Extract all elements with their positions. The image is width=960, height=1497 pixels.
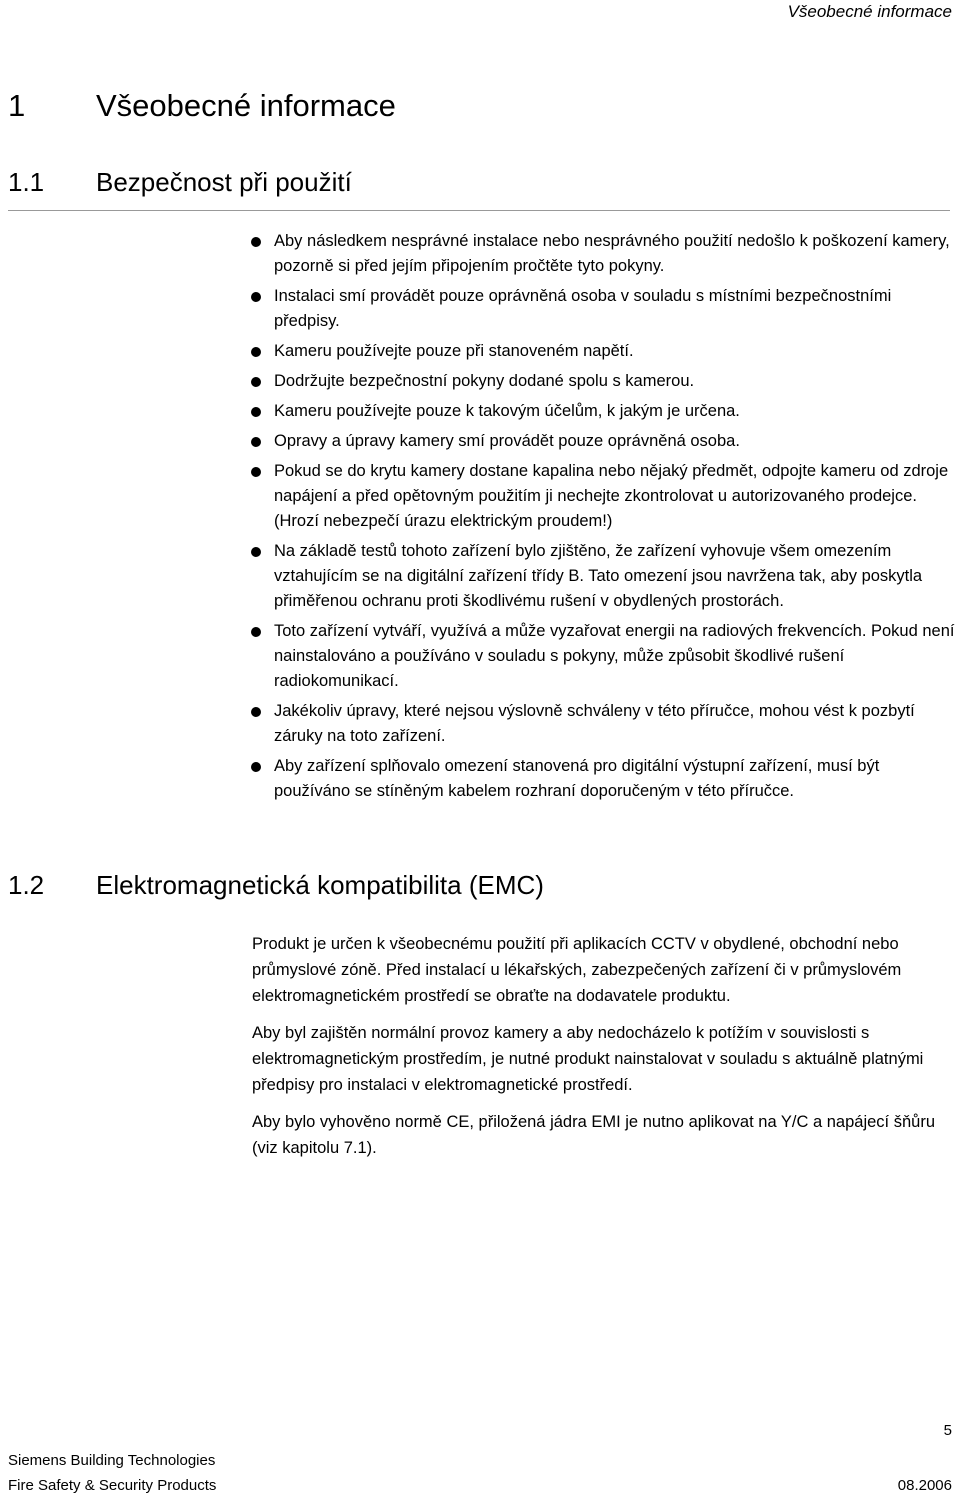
safety-item-text: Kameru používejte pouze k takovým účelům, k jakým je určena.: [274, 402, 740, 420]
section-heading-emc: [8, 870, 544, 901]
safety-item-text: Opravy a úpravy kamery smí provádět pouze oprávněná osoba.: [274, 432, 740, 450]
safety-item-text: Aby následkem nesprávné instalace nebo nesprávného použití nedošlo k poškození kamery, pozorně si před jejím připojením pročtěte tyto pokyny.: [274, 232, 950, 275]
chapter-title: Všeobecné informace: [96, 88, 396, 123]
bullet-icon: [251, 627, 261, 637]
section-number-safety: 1.1: [8, 167, 45, 197]
bullet-icon: [251, 237, 261, 247]
section-divider: [8, 210, 950, 211]
safety-item-text: Aby zařízení splňovalo omezení stanovená pro digitální výstupní zařízení, musí být používáno se stíněným kabelem rozhraní doporučeným v této příručce.: [274, 757, 880, 800]
footer-company: Siemens Building Technologies: [8, 1452, 216, 1469]
chapter-heading: [8, 88, 396, 124]
page-number: 5: [943, 1422, 952, 1439]
safety-item: [250, 399, 955, 424]
emc-paragraph: Aby byl zajištěn normální provoz kamery a aby nedocházelo k potížím v souvislosti s elektromagnetickým prostředím, je nutné produkt nainstalovat v souladu s aktuálně platnými předpisy pro instalaci v elektromagnetické prostředí.: [252, 1024, 924, 1094]
safety-item-text: Kameru používejte pouze při stanoveném napětí.: [274, 342, 634, 360]
bullet-icon: [251, 292, 261, 302]
bullet-icon: [251, 762, 261, 772]
chapter-number: 1: [8, 88, 26, 123]
safety-item: [250, 619, 955, 694]
emc-body: [252, 931, 954, 1172]
safety-item: [250, 369, 955, 394]
safety-item-text: Jakékoliv úpravy, které nejsou výslovně schváleny v této příručce, mohou vést k pozbytí záruky na toto zařízení.: [274, 702, 915, 745]
section-title-emc: Elektromagnetická kompatibilita (EMC): [96, 870, 544, 900]
running-header: Všeobecné informace: [787, 2, 952, 21]
safety-item: [250, 429, 955, 454]
section-number-emc: 1.2: [8, 870, 45, 900]
safety-item: [250, 754, 955, 804]
emc-paragraph: Produkt je určen k všeobecnému použití při aplikacích CCTV v obydlené, obchodní nebo průmyslové zóně. Před instalací u lékařských, zabezpečených zařízení či v průmyslovém elektromagnetickém prostředí se obraťte na dodavatele produktu.: [252, 935, 902, 1005]
bullet-icon: [251, 347, 261, 357]
safety-item: [250, 339, 955, 364]
safety-item: [250, 459, 955, 534]
footer-division: Fire Safety & Security Products: [8, 1477, 217, 1494]
bullet-icon: [251, 467, 261, 477]
safety-item: [250, 539, 955, 614]
safety-item: [250, 699, 955, 749]
safety-item-text: Dodržujte bezpečnostní pokyny dodané spolu s kamerou.: [274, 372, 695, 390]
safety-bullet-list: [250, 229, 955, 809]
emc-paragraph: Aby bylo vyhověno normě CE, přiložená jádra EMI je nutno aplikovat na Y/C a napájecí šňůru (viz kapitolu 7.1).: [252, 1113, 936, 1157]
safety-item-text: Na základě testů tohoto zařízení bylo zjištěno, že zařízení vyhovuje všem omezením vztahujícím se na digitální zařízení třídy B. Tato omezení jsou navržena tak, aby poskytla přiměřenou ochranu proti škodlivému rušení v obydlených prostorách.: [274, 542, 923, 610]
bullet-icon: [251, 707, 261, 717]
bullet-icon: [251, 547, 261, 557]
section-heading-safety: [8, 167, 352, 198]
safety-item-text: Pokud se do krytu kamery dostane kapalina nebo nějaký předmět, odpojte kameru od zdroje napájení a před opětovným použitím ji nechejte zkontrolovat u autorizovaného prodejce. (Hrozí nebezpečí úrazu elektrickým proudem!): [274, 462, 949, 530]
section-title-safety: Bezpečnost při použití: [96, 167, 352, 197]
footer-date: 08.2006: [897, 1477, 952, 1494]
safety-item-text: Instalaci smí provádět pouze oprávněná osoba v souladu s místními bezpečnostními předpisy.: [274, 287, 892, 330]
bullet-icon: [251, 437, 261, 447]
bullet-icon: [251, 377, 261, 387]
bullet-icon: [251, 407, 261, 417]
safety-item: [250, 284, 955, 334]
safety-item: [250, 229, 955, 279]
safety-item-text: Toto zařízení vytváří, využívá a může vyzařovat energii na radiových frekvencích. Pokud není nainstalováno a používáno v souladu s pokyny, může způsobit škodlivé rušení radiokomunikací.: [274, 622, 955, 690]
